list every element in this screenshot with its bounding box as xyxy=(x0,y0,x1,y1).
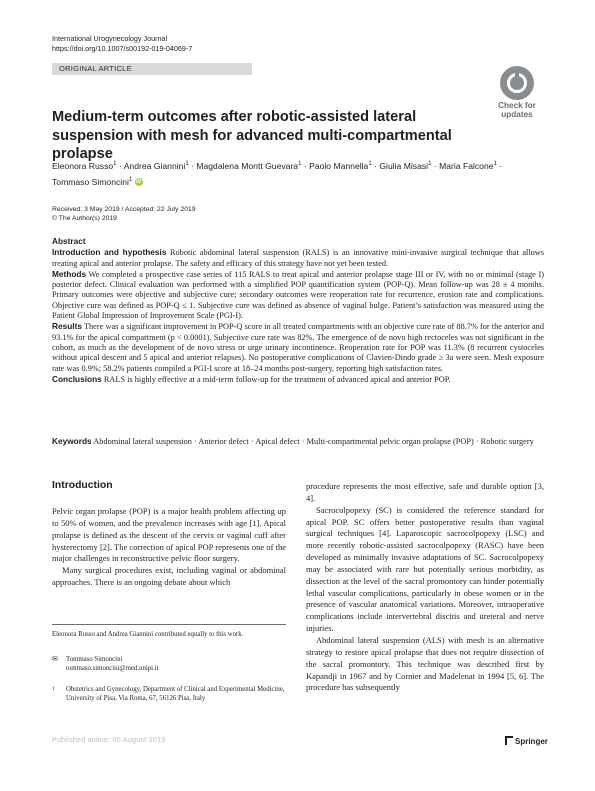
abstract-results-text: There was a significant improvement in POP-Q score in all treated compartments with an objective cure rate of 88.7% for the anterior and 93.1% for the apical compartment (p < 0.0001). Subjective cure rate was 82%. The emergence of de novo high rectoceles was not significant in the cohort, as much as the development of de novo stress or urge urinary incontinence. Reoperation rate for POP was 11.3% (8 recurrent cystoceles without apical descent and 5 apical and anterior relapses). No postoperative complications of Clavien-Dindo grade ≥ 3a were seen. Mesh exposure rate was 0.9%; 58.2% patients compiled a PGI-I score at 18–24 months post-surgery, reporting high satisfaction rates. xyxy=(52,322,544,373)
keywords-text: Abdominal lateral suspension · Anterior defect · Apical defect · Multi-compartmental pelvic organ prolapse (POP) · Robotic surgery xyxy=(93,437,534,446)
abstract-methods xyxy=(52,269,544,321)
affiliation-mark: 1 xyxy=(368,161,372,167)
affiliation-mark: 1 xyxy=(428,161,432,167)
affiliation-number: 1 xyxy=(52,686,55,692)
affiliation-note xyxy=(52,685,286,715)
affiliation-mark: 1 xyxy=(128,176,133,183)
affiliation-mark: 1 xyxy=(298,161,302,167)
separator: · xyxy=(191,160,194,171)
abstract-methods-text: We completed a prospective case series of 115 RALS to treat apical and anterior prolapse stage III or IV, with no or minimal (stage I) posterior defect. Clinical evaluation was performed with a simplified POP quantification system (POP-Q). Mean follow-up was 28 ± 4 months. Primary outcomes were objective and subjective cure; secondary outcomes were reoperation rate for recurrence, erosion rate and complications. Objective cure was defined as POP-Q ≤ 1. Subjective cure was defined as absence of vaginal bulge. Patient’s satisfaction was measured using the Patient Global Impression of Improvement Scale (PGI-I). xyxy=(52,269,544,321)
footnote-divider xyxy=(52,624,286,625)
affiliation-mark: 1 xyxy=(493,161,497,167)
intro-paragraph-3: procedure represents the most effective, safe and durable option [3, 4]. xyxy=(306,481,544,503)
check-updates-icon xyxy=(500,66,534,100)
abstract-intro-label: Introduction and hypothesis xyxy=(52,247,167,258)
springer-horse-icon xyxy=(505,736,513,745)
article-title: Medium-term outcomes after robotic-assisted lateral suspension with mesh for advanced multi-compartmental prolapse xyxy=(52,109,452,162)
separator: · xyxy=(303,160,307,171)
journal-name: International Urogynecology Journal xyxy=(52,34,168,43)
email-icon[interactable]: ✉ xyxy=(52,656,58,663)
article-dates xyxy=(52,205,196,223)
keywords-section xyxy=(52,436,544,448)
corresponding-email[interactable]: tommaso.simoncini@med.unipi.it xyxy=(66,665,159,672)
article-type-badge: ORIGINAL ARTICLE xyxy=(52,63,252,75)
abstract-heading: Abstract xyxy=(52,236,86,246)
separator: · xyxy=(433,160,437,171)
author-name[interactable]: Eleonora Russo xyxy=(52,160,114,171)
check-updates-label-2: updates xyxy=(501,109,533,119)
published-online: Published online: 05 August 2019 xyxy=(52,737,166,744)
right-column xyxy=(306,481,544,694)
author-name[interactable]: Giulia Misasi xyxy=(379,160,429,171)
publisher-logo xyxy=(505,736,548,746)
separator: · xyxy=(118,160,122,171)
intro-paragraph-4: Sacrocolpopexy (SC) is considered the reference standard for apical POP. SC offers better postoperative results than vaginal surgical techniques [4]. Laparoscopic sacrocolpopexy (LSC) and more recently robotic-assisted sacrocolpopexy (RASC) have been developed as minimally invasive adaptations of SC. Sacrocolpopexy may be associated with rare but potentially serious morbidity, as dissection at the level of the sacral promontory can hinder potentially lethal vascular complications, particularly in obese women or in the presence of vascular anatomical variations. Moreover, intraoperative complications include intervertebral discitis and ureteral and nerve injuries. xyxy=(306,504,544,634)
abstract-conclusions-text: RALS is highly effective at a mid-term follow-up for the treatment of advanced apical and anterior POP. xyxy=(103,374,451,384)
orcid-icon[interactable]: iD xyxy=(136,179,142,186)
intro-paragraph-2: Many surgical procedures exist, including vaginal or abdominal approaches. There is an ongoing debate about which xyxy=(52,565,286,588)
keywords-label: Keywords xyxy=(52,436,92,446)
affiliation-mark: 1 xyxy=(185,161,189,167)
copyright-line: © The Author(s) 2019 xyxy=(52,215,117,222)
author-name[interactable]: Maria Falcone xyxy=(439,160,494,171)
abstract-intro xyxy=(52,247,544,269)
publisher-name: Springer xyxy=(515,737,548,746)
abstract-conclusions xyxy=(52,374,544,385)
author-list xyxy=(52,157,552,189)
check-updates-label-1: Check for xyxy=(498,101,536,110)
introduction-heading: Introduction xyxy=(52,480,113,491)
abstract-results-label: Results xyxy=(52,321,82,332)
intro-paragraph-1: Pelvic organ prolapse (POP) is a major health problem affecting up to 50% of women, and the prevalence increases with age [1]. Apical prolapse is defined as the descent of the cervix or vaginal cuff after hysterectomy [2]. The correction of apical POP represents one of the major challenges in reconstructive pelvic floor surgery. xyxy=(52,506,286,564)
abstract-section xyxy=(52,236,544,385)
author-name[interactable]: Paolo Mannella xyxy=(309,160,369,171)
separator: · xyxy=(499,160,503,171)
abstract-intro-text: Robotic abdominal lateral suspension (RALS) is an innovative mini-invasive surgical technique that allows treating apical and anterior prolapse. The safety and efficacy of this strategy have not yet been tested. xyxy=(52,248,545,268)
abstract-methods-label: Methods xyxy=(52,268,87,279)
corresponding-name: Tommaso Simoncini xyxy=(66,656,123,663)
corresponding-author xyxy=(52,655,286,675)
equal-contribution-note: Eleonora Russo and Andrea Giannini contributed equally to this work. xyxy=(52,631,244,638)
doi-link[interactable]: https://doi.org/10.1007/s00192-019-04069-7 xyxy=(52,44,193,53)
intro-paragraph-5: Abdominal lateral suspension (ALS) with mesh is an alternative strategy to restore apical prolapse that does not require dissection of the sacral promontory. This technique was described first by Kapandji in 1967 and by Cornier and Madelenat in 1994 [5, 6]. The procedure has subsequently xyxy=(306,634,544,693)
received-accepted-dates: Received: 3 May 2019 / Accepted: 22 July 2019 xyxy=(52,206,196,213)
abstract-results xyxy=(52,321,544,373)
author-name[interactable]: Magdalena Montt Guevara xyxy=(196,160,299,171)
abstract-conclusions-label: Conclusions xyxy=(52,373,102,384)
separator: · xyxy=(374,160,377,171)
affiliation-text: Obstetrics and Gynecology, Department of Clinical and Experimental Medicine, University of Pisa, Via Roma, 67, 56126 Pisa, Italy xyxy=(66,686,285,702)
author-name[interactable]: Tommaso Simoncini xyxy=(52,176,129,187)
author-name[interactable]: Andrea Giannini xyxy=(123,160,186,171)
affiliation-mark: 1 xyxy=(113,161,117,167)
left-column xyxy=(52,506,286,589)
check-for-updates-badge[interactable] xyxy=(491,66,543,122)
journal-header xyxy=(52,34,192,54)
